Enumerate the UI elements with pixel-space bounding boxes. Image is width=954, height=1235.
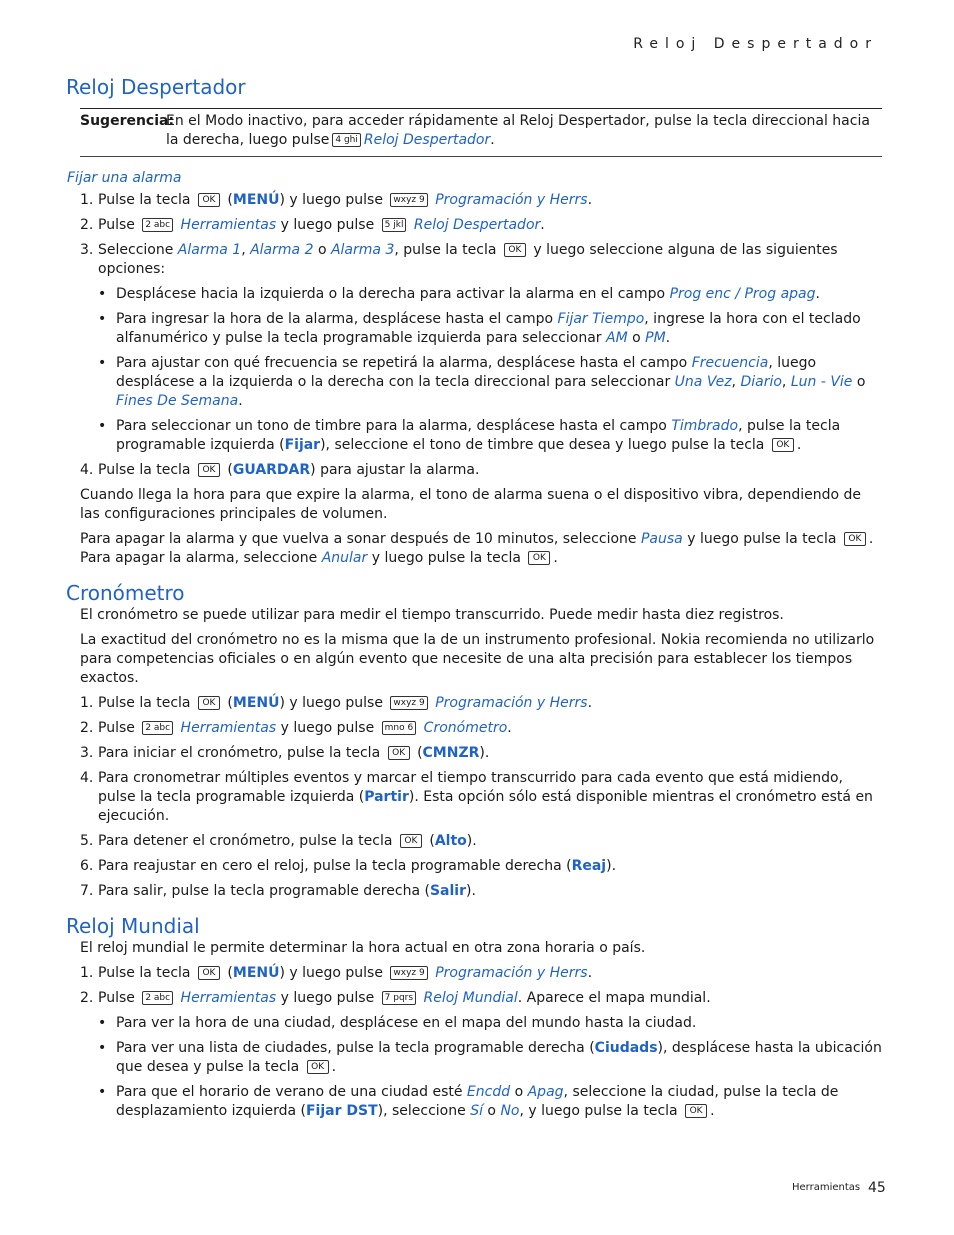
list-item: 2. Pulse 2 abc Herramientas y luego pulse 7 pqrs Reloj Mundial. Aparece el mapa mundial. • Para ver la hora de una ciudad, desplácese en el mapa del mundo hasta la ciudad. • Para ver una lista de ciudades, pulse la tecla programable derecha (Ciudads), desplácese hasta la ubicación que desea y pulse la tecla OK . • Para que el horario de verano de una ciudad esté Encdd o Apag, seleccione la ciudad, pulse la tecla de desplazamiento izquierda (Fijar DST), seleccione Sí o No, y luego pulse la tecla OK . [80, 990, 882, 1119]
list-item: 2. Pulse 2 abc Herramientas y luego pulse 5 jkl Reloj Despertador. [80, 217, 545, 233]
tip-box: Sugerencia: En el Modo inactivo, para acceder rápidamente al Reloj Despertador, pulse la tecla direccional hacia la derecha, luego pulse 4 ghi Reloj Despertador. [80, 108, 882, 157]
running-header: Reloj Despertador [633, 36, 878, 52]
list-item: 6. Para reajustar en cero el reloj, pulse la tecla programable derecha (Reaj). [80, 858, 617, 874]
world-clock-steps [66, 964, 882, 1121]
key-9-icon: wxyz 9 [390, 966, 427, 980]
ok-key-icon: OK [504, 243, 526, 257]
paragraph: Para apagar la alarma y que vuelva a sonar después de 10 minutos, seleccione Pausa y luego pulse la tecla OK . Para apagar la alarma, seleccione Anular y luego pulse la tecla OK . [80, 531, 874, 566]
ok-key-icon: OK [307, 1060, 329, 1074]
list-item: • Para ingresar la hora de la alarma, desplácese hasta el campo Fijar Tiempo, ingrese la hora con el teclado alfanumérico y pulse la tecla programable izquierda para seleccionar AM o PM. [98, 311, 861, 346]
list-item: 1. Pulse la tecla OK (MENÚ) y luego pulse wxyz 9 Programación y Herrs. [80, 965, 593, 981]
ok-key-icon: OK [198, 463, 220, 477]
footer-section: Herramientas [792, 1182, 861, 1193]
section-title-stopwatch: Cronómetro [66, 581, 185, 605]
ok-key-icon: OK [198, 966, 220, 980]
tip-link: Reloj Despertador [363, 132, 491, 148]
tip-label: Sugerencia: [80, 113, 175, 129]
list-item: • Para ver la hora de una ciudad, desplácese en el mapa del mundo hasta la ciudad. [98, 1015, 697, 1031]
page-number: 45 [868, 1180, 886, 1196]
paragraph: El reloj mundial le permite determinar la hora actual en otra zona horaria o país. [80, 940, 646, 956]
paragraph: El cronómetro se puede utilizar para medir el tiempo transcurrido. Puede medir hasta diez registros. [80, 607, 784, 623]
list-item: • Desplácese hacia la izquierda o la derecha para activar la alarma en el campo Prog enc / Prog apag. [98, 286, 820, 302]
key-5-icon: 5 jkl [382, 218, 407, 232]
list-item: 4. Pulse la tecla OK (GUARDAR) para ajustar la alarma. [80, 462, 480, 478]
section-title-world-clock: Reloj Mundial [66, 914, 200, 938]
list-item: • Para seleccionar un tono de timbre para la alarma, desplácese hasta el campo Timbrado, pulse la tecla programable izquierda (Fijar), seleccione el tono de timbre que desea y luego pulse la tecla OK . [98, 418, 841, 453]
list-item: • Para que el horario de verano de una ciudad esté Encdd o Apag, seleccione la ciudad, pulse la tecla de desplazamiento izquierda (Fijar DST), seleccione Sí o No, y luego pulse la tecla OK . [98, 1084, 839, 1119]
list-item: • Para ajustar con qué frecuencia se repetirá la alarma, desplácese hasta el campo Frecuencia, luego desplácese a la izquierda o la derecha con la tecla direccional para seleccionar Una Vez, Diario, Lun - Vie o Fines De Semana. [98, 355, 866, 409]
key-4-icon: 4 ghi [332, 133, 361, 147]
list-item: 3. Para iniciar el cronómetro, pulse la tecla OK (CMNZR). [80, 745, 490, 761]
key-2-icon: 2 abc [142, 721, 173, 735]
tip-text: En el Modo inactivo, para acceder rápidamente al Reloj Despertador, pulse la tecla direccional hacia la derecha, luego pulse [166, 113, 870, 148]
paragraph: Cuando llega la hora para que expire la alarma, el tono de alarma suena o el dispositivo vibra, dependiendo de las configuraciones principales de volumen. [80, 487, 862, 522]
page-content [66, 74, 882, 1127]
alarm-steps [66, 191, 882, 480]
ok-key-icon: OK [772, 438, 794, 452]
section-title-alarm: Reloj Despertador [66, 75, 246, 99]
key-7-icon: 7 pqrs [382, 991, 416, 1005]
ok-key-icon: OK [528, 551, 550, 565]
key-6-icon: mno 6 [382, 721, 417, 735]
key-9-icon: wxyz 9 [390, 696, 427, 710]
list-item: 7. Para salir, pulse la tecla programable derecha (Salir). [80, 883, 476, 899]
key-2-icon: 2 abc [142, 991, 173, 1005]
paragraph: La exactitud del cronómetro no es la misma que la de un instrumento profesional. Nokia recomienda no utilizarlo para competencias oficiales o en algún evento que necesite de una alta precisión para establecer los tiempos exactos. [80, 632, 875, 686]
world-clock-options [98, 1014, 882, 1121]
ok-key-icon: OK [198, 193, 220, 207]
list-item: 3. Seleccione Alarma 1, Alarma 2 o Alarma 3, pulse la tecla OK y luego seleccione alguna de las siguientes opciones: • Desplácese hacia la izquierda o la derecha para activar la alarma en el campo Prog enc / Prog apag. • Para ingresar la hora de la alarma, desplácese hasta el campo Fijar Tiempo, ingrese la hora con el teclado alfanumérico y pulse la tecla programable izquierda para seleccionar AM o PM. • Para ajustar con qué frecuencia se repetirá la alarma, desplácese hasta el campo Frecuencia, luego desplácese a la izquierda o la derecha con la tecla direccional para seleccionar Una Vez, Diario, Lun - Vie o Fines De Semana. • Para seleccionar un tono de timbre para la alarma, desplácese hasta el campo Timbrado, pulse la tecla programable izquierda (Fijar), seleccione el tono de timbre que desea y luego pulse la tecla OK . [80, 241, 882, 455]
list-item: 4. Para cronometrar múltiples eventos y marcar el tiempo transcurrido para cada evento que está midiendo, pulse la tecla programable izquierda (Partir). Esta opción sólo está disponible mientras el cronómetro está en ejecución. [80, 770, 873, 824]
list-item: • Para ver una lista de ciudades, pulse la tecla programable derecha (Ciudads), desplácese hasta la ubicación que desea y pulse la tecla OK . [98, 1040, 882, 1075]
ok-key-icon: OK [685, 1104, 707, 1118]
list-item: 5. Para detener el cronómetro, pulse la tecla OK (Alto). [80, 833, 477, 849]
subheading-set-alarm: Fijar una alarma [67, 170, 182, 186]
list-item: 2. Pulse 2 abc Herramientas y luego pulse mno 6 Cronómetro. [80, 720, 512, 736]
ok-key-icon: OK [388, 746, 410, 760]
key-9-icon: wxyz 9 [390, 193, 427, 207]
alarm-options [98, 285, 882, 455]
ok-key-icon: OK [400, 834, 422, 848]
ok-key-icon: OK [198, 696, 220, 710]
key-2-icon: 2 abc [142, 218, 173, 232]
list-item: 1. Pulse la tecla OK (MENÚ) y luego pulse wxyz 9 Programación y Herrs. [80, 695, 593, 711]
list-item: 1. Pulse la tecla OK (MENÚ) y luego pulse wxyz 9 Programación y Herrs. [80, 192, 593, 208]
stopwatch-steps [66, 694, 882, 901]
ok-key-icon: OK [844, 532, 866, 546]
